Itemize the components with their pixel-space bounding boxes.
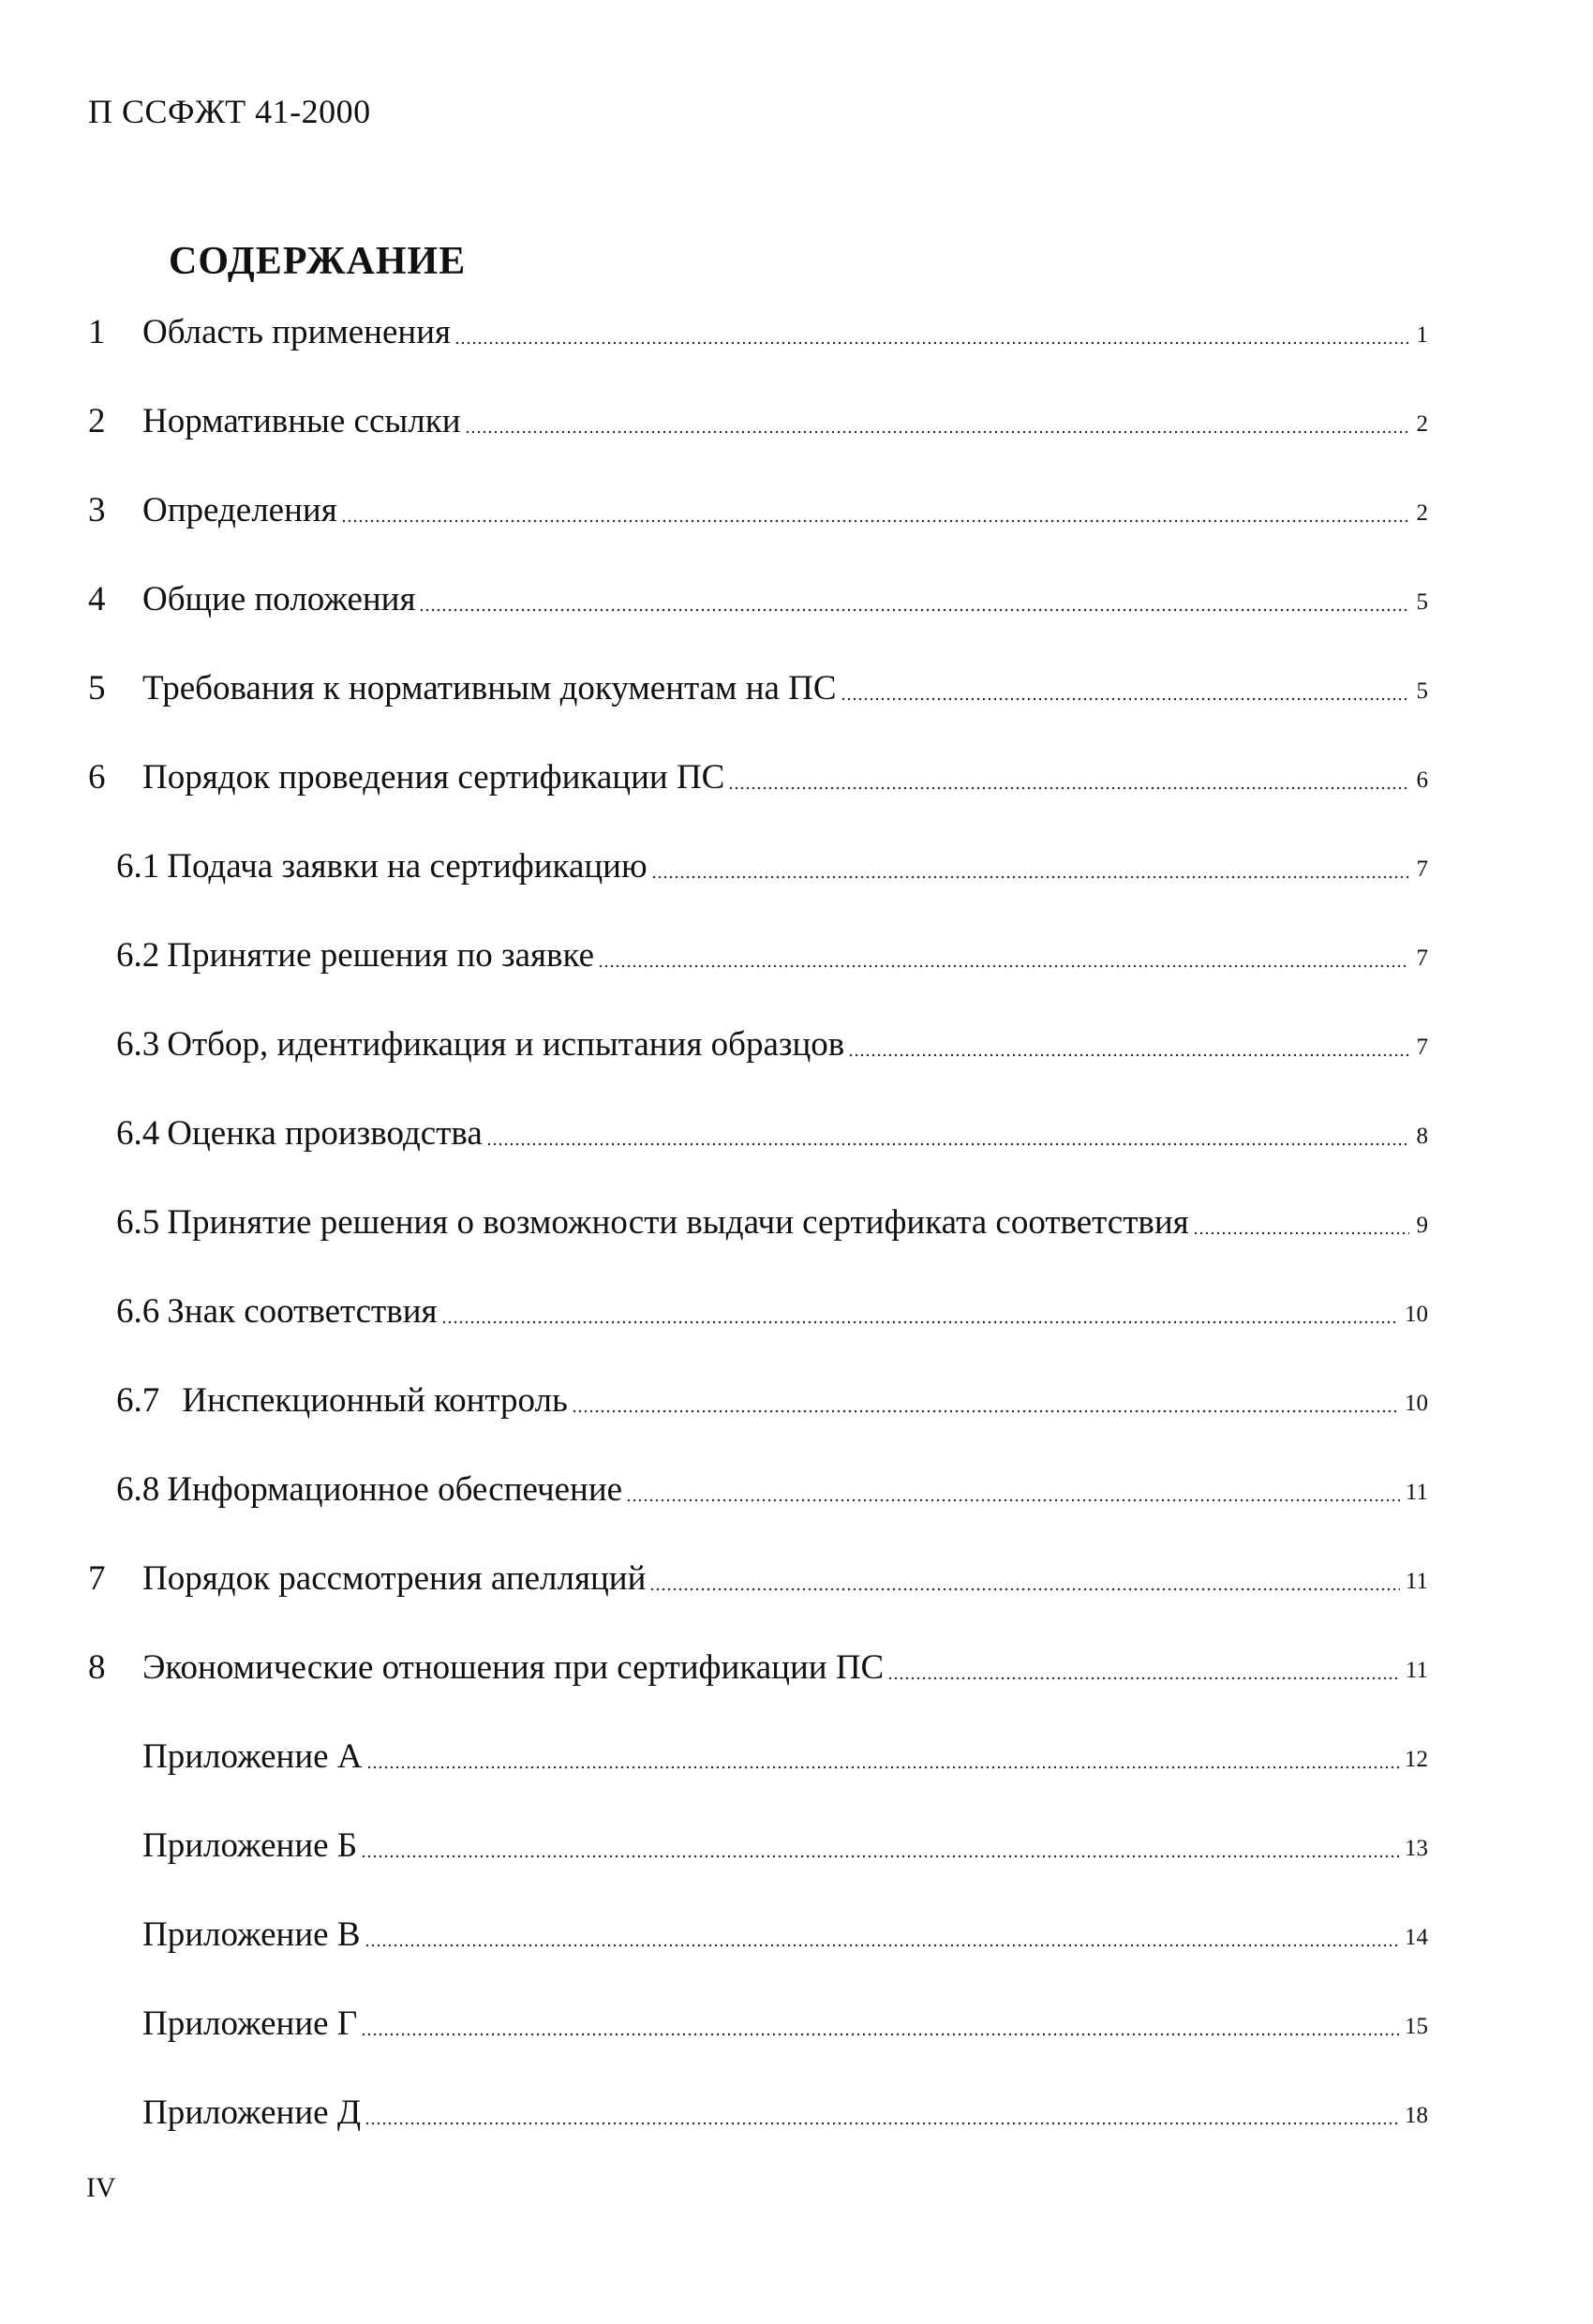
toc-entry-1[interactable]	[88, 309, 1428, 356]
toc-entry-page: 5	[1416, 589, 1428, 615]
toc-entry-label: Приложение Г	[142, 2004, 358, 2043]
dot-leader	[365, 2115, 1399, 2126]
dot-leader	[626, 1492, 1400, 1503]
dot-leader	[1193, 1225, 1409, 1236]
toc-entry-page: 11	[1405, 1569, 1428, 1594]
dot-leader	[361, 1848, 1399, 1859]
toc-entry-label: Приложение А	[142, 1737, 363, 1776]
toc-entry-label: Приложение Б	[142, 1826, 358, 1865]
toc-entry-6-7[interactable]	[116, 1378, 1428, 1424]
toc-entry-number: 5	[88, 669, 106, 708]
toc-entry-label: Определения	[142, 491, 337, 529]
toc-entry-label: Принятие решения по заявке	[167, 936, 594, 975]
toc-entry-2[interactable]	[88, 398, 1428, 445]
toc-entry-number: 6.4	[116, 1114, 160, 1153]
dot-leader	[649, 1581, 1400, 1592]
toc-entry-page: 7	[1416, 857, 1428, 882]
dot-leader	[848, 1047, 1409, 1058]
toc-entry-page: 1	[1416, 322, 1428, 348]
toc-entry-label: Оценка производства	[167, 1114, 483, 1153]
toc-entry-page: 7	[1416, 946, 1428, 971]
toc-entry-number: 6.6	[116, 1292, 160, 1331]
toc-entry-number: 1	[88, 313, 106, 351]
dot-leader	[728, 780, 1409, 791]
toc-entry-label: Область применения	[142, 313, 452, 351]
toc-entry-6-1[interactable]	[116, 843, 1428, 890]
toc-entry-6-2[interactable]	[116, 932, 1428, 979]
toc-entry-label: Подача заявки на сертификацию	[167, 847, 648, 886]
toc-entry-appendix-v[interactable]	[142, 1912, 1428, 1959]
dot-leader	[887, 1670, 1400, 1681]
toc-entry-6[interactable]	[88, 754, 1428, 801]
toc-entry-6-3[interactable]	[116, 1021, 1428, 1068]
toc-title: СОДЕРЖАНИЕ	[169, 240, 467, 283]
dot-leader	[465, 424, 1409, 435]
toc-entry-label: Информационное обеспечение	[167, 1470, 623, 1509]
dot-leader	[486, 1136, 1409, 1147]
toc-entry-page: 13	[1405, 1836, 1428, 1861]
toc-entry-page: 6	[1416, 767, 1428, 793]
toc-entry-label: Знак соответствия	[167, 1292, 438, 1331]
dot-leader	[572, 1403, 1399, 1414]
dot-leader	[454, 335, 1409, 346]
toc-entry-number: 6.7	[116, 1381, 160, 1420]
toc-entry-label: Инспекционный контроль	[182, 1381, 568, 1420]
toc-entry-7[interactable]	[88, 1556, 1428, 1602]
dot-leader	[366, 1759, 1399, 1770]
dot-leader	[361, 2026, 1399, 2037]
toc-entry-4[interactable]	[88, 576, 1428, 623]
toc-entry-6-5[interactable]	[116, 1199, 1428, 1246]
toc-entry-page: 9	[1416, 1213, 1428, 1238]
toc-entry-page: 2	[1416, 411, 1428, 437]
toc-entry-page: 5	[1416, 678, 1428, 704]
toc-entry-number: 6.3	[116, 1025, 160, 1064]
toc-entry-label: Нормативные ссылки	[142, 402, 461, 440]
dot-leader	[651, 869, 1409, 880]
dot-leader	[419, 602, 1409, 613]
toc-entry-6-8[interactable]	[116, 1467, 1428, 1513]
toc-entry-label: Порядок рассмотрения апелляций	[142, 1559, 647, 1598]
toc-entry-number: 6.1	[116, 847, 160, 886]
dot-leader	[341, 513, 1409, 524]
toc-entry-label: Требования к нормативным документам на ПС	[142, 669, 837, 708]
toc-entry-appendix-d[interactable]	[142, 2090, 1428, 2137]
dot-leader	[441, 1314, 1399, 1325]
toc-entry-6-6[interactable]	[116, 1289, 1428, 1335]
toc-entry-appendix-b[interactable]	[142, 1823, 1428, 1870]
toc-entry-label: Приложение Д	[142, 2093, 362, 2132]
document-code: П ССФЖТ 41-2000	[88, 93, 371, 130]
toc-entry-5[interactable]	[88, 665, 1428, 712]
toc-entry-page: 14	[1405, 1925, 1428, 1950]
toc-entry-page: 11	[1405, 1480, 1428, 1505]
toc-entry-page: 2	[1416, 500, 1428, 526]
toc-entry-page: 15	[1405, 2014, 1428, 2039]
toc-entry-8[interactable]	[88, 1645, 1428, 1691]
page-number: IV	[86, 2172, 116, 2203]
dot-leader	[365, 1937, 1399, 1948]
toc-entry-label: Приложение В	[142, 1915, 361, 1954]
toc-entry-number: 3	[88, 491, 106, 529]
toc-entry-label: Порядок проведения сертификации ПС	[142, 758, 725, 797]
toc-entry-label: Экономические отношения при сертификации ПС	[142, 1648, 885, 1687]
toc-entry-number: 6	[88, 758, 106, 797]
toc-entry-3[interactable]	[88, 487, 1428, 534]
toc-entry-label: Принятие решения о возможности выдачи сертификата соответствия	[167, 1203, 1189, 1242]
toc-entry-appendix-a[interactable]	[142, 1734, 1428, 1780]
toc-entry-page: 12	[1405, 1747, 1428, 1772]
toc-entry-number: 8	[88, 1648, 106, 1687]
toc-entry-number: 6.2	[116, 936, 160, 975]
toc-entry-page: 10	[1405, 1302, 1428, 1327]
toc-entry-page: 18	[1405, 2103, 1428, 2128]
toc-entry-6-4[interactable]	[116, 1110, 1428, 1157]
toc-entry-number: 6.5	[116, 1203, 160, 1242]
toc-entry-number: 7	[88, 1559, 106, 1598]
toc-entry-number: 4	[88, 580, 106, 618]
toc-entry-page: 11	[1405, 1658, 1428, 1683]
toc-entry-page: 10	[1405, 1391, 1428, 1416]
toc-entry-page: 8	[1416, 1124, 1428, 1149]
toc-entry-label: Отбор, идентификация и испытания образцов	[167, 1025, 845, 1064]
dot-leader	[841, 691, 1409, 702]
toc-entry-number: 6.8	[116, 1470, 160, 1509]
toc-entry-appendix-g[interactable]	[142, 2001, 1428, 2048]
toc-entry-page: 7	[1416, 1035, 1428, 1060]
dot-leader	[598, 958, 1409, 969]
toc-entry-number: 2	[88, 402, 106, 440]
toc-entry-label: Общие положения	[142, 580, 416, 618]
